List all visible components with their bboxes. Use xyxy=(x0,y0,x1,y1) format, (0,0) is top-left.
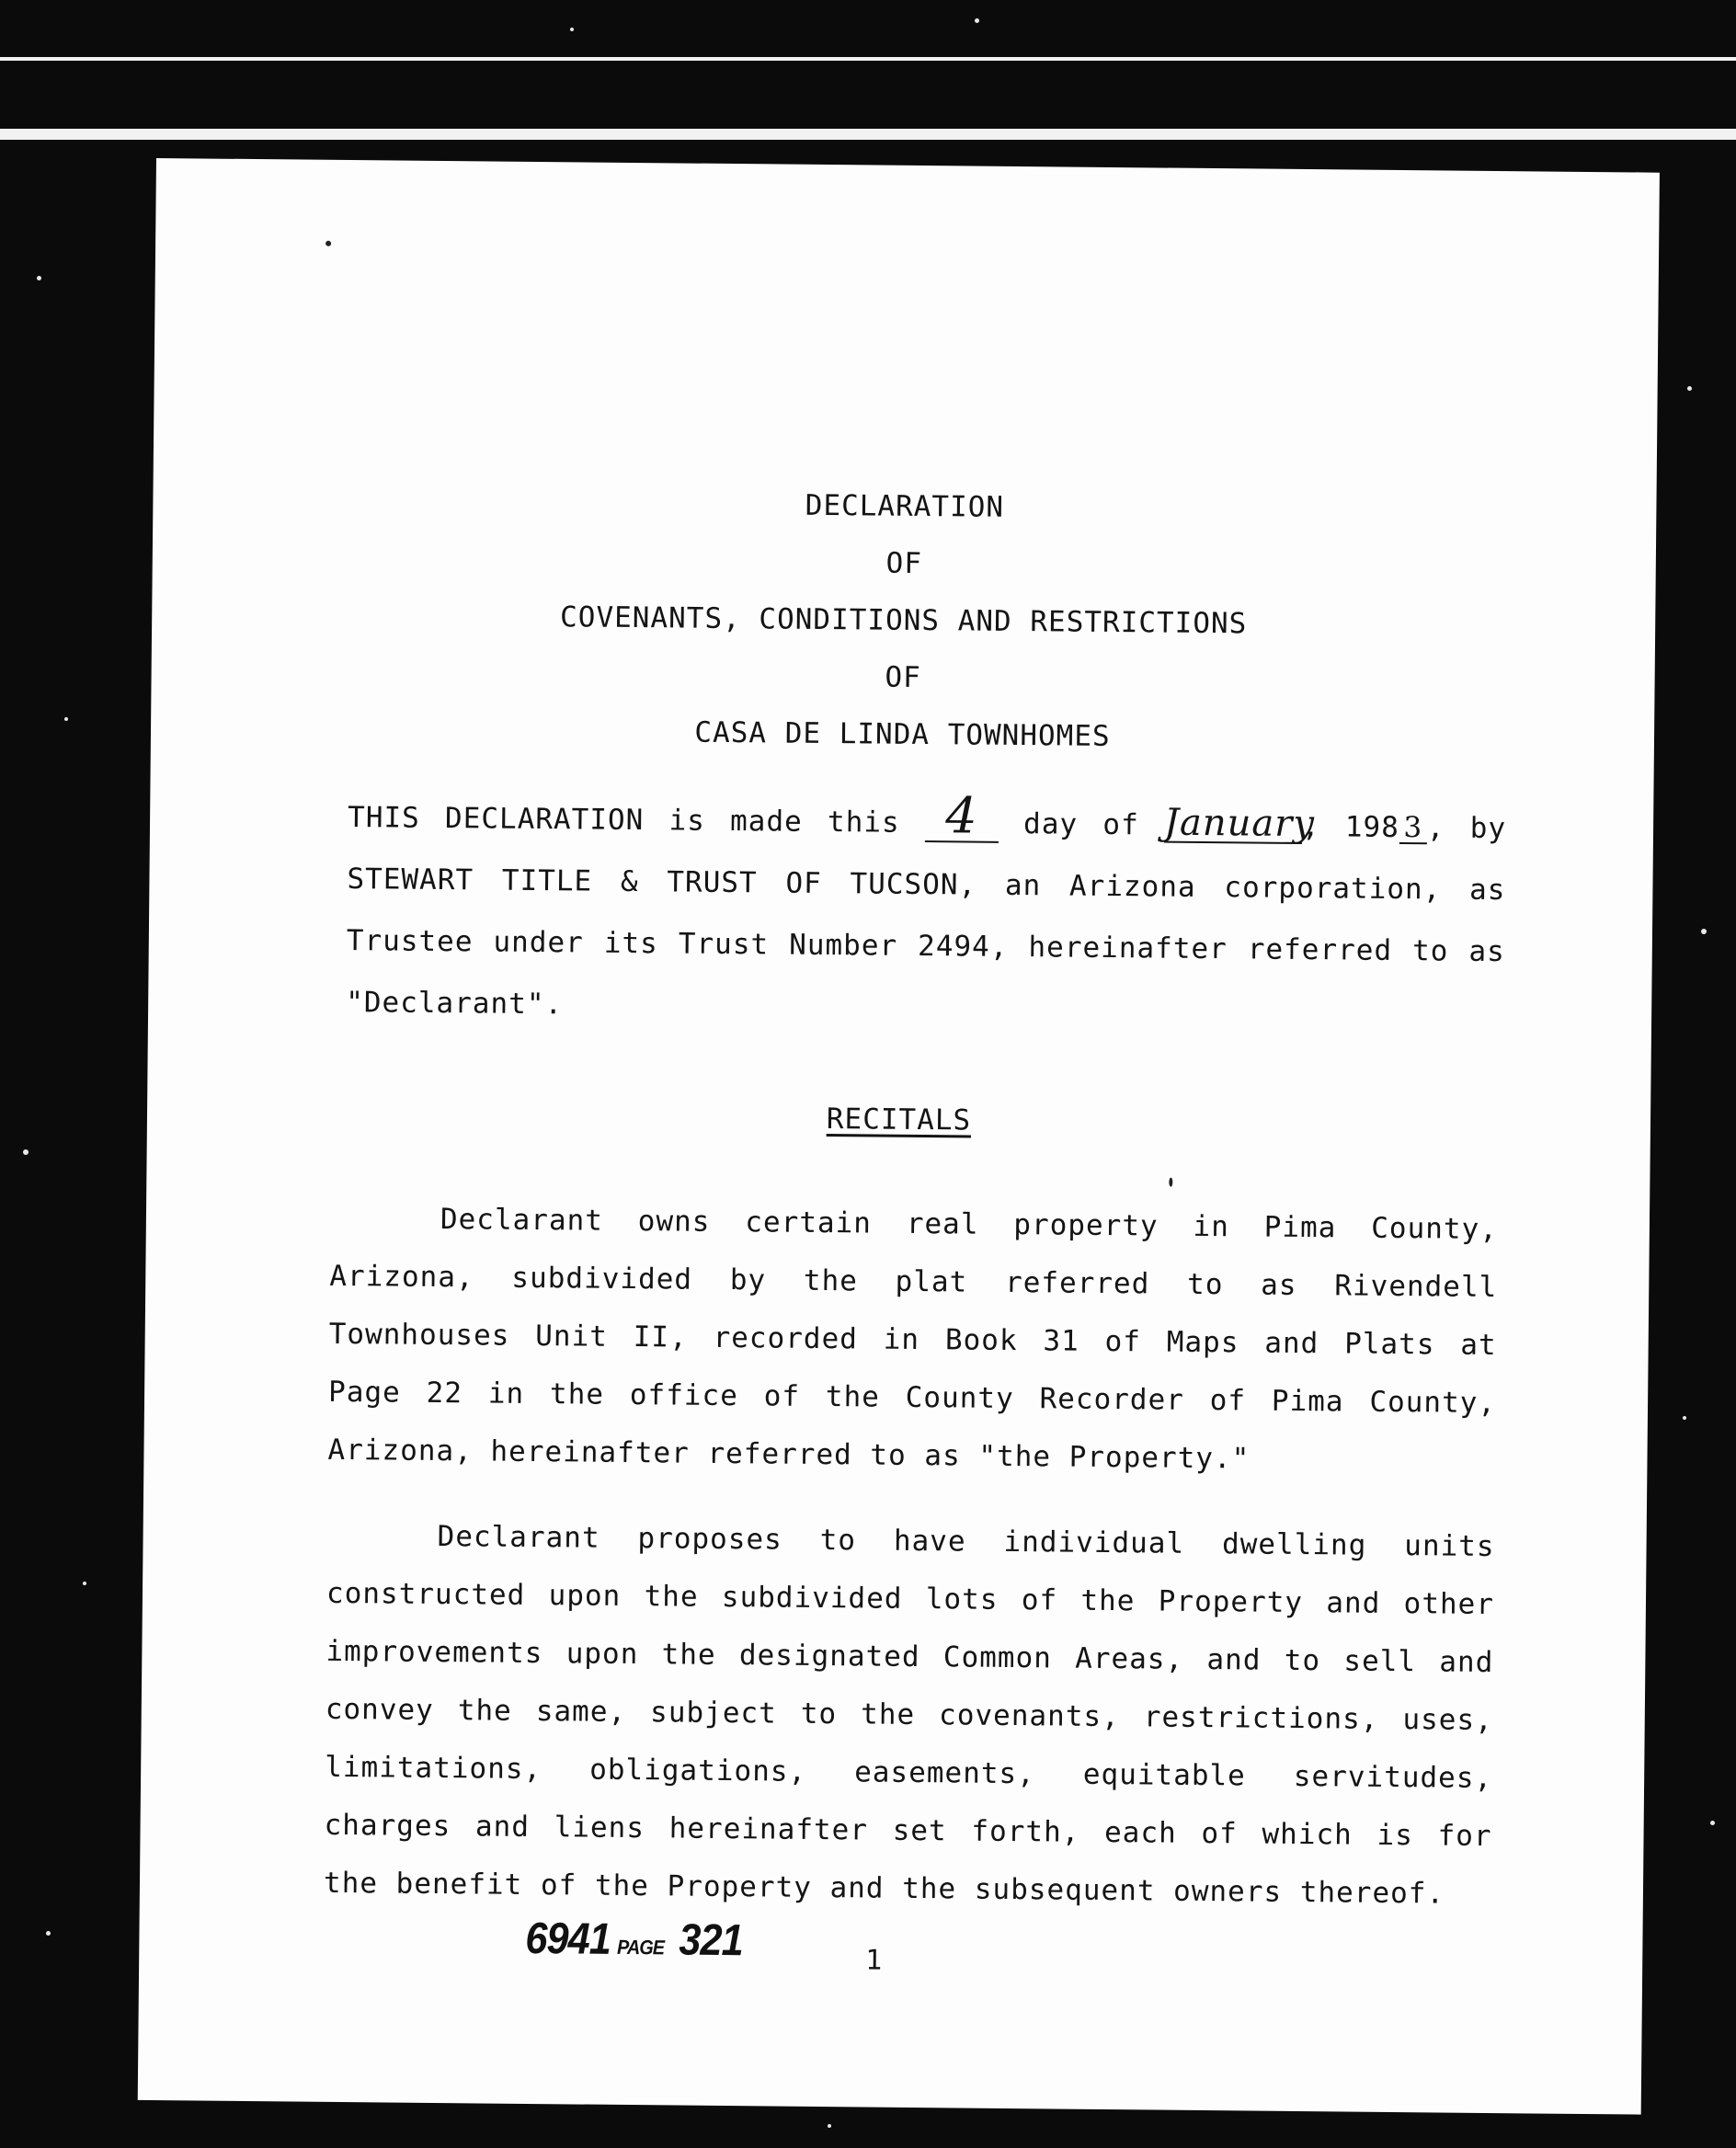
document-title xyxy=(151,471,1657,771)
book-page-stamp xyxy=(525,1914,743,1966)
intro-text: , 198 xyxy=(1301,809,1400,845)
handwritten-month: January xyxy=(1163,801,1316,846)
book-number: 6941 xyxy=(525,1914,611,1964)
stamp-page-number: 321 xyxy=(679,1915,744,1966)
title-line: DECLARATION xyxy=(805,488,1005,524)
document-paper xyxy=(138,158,1660,2115)
declaration-intro xyxy=(346,785,1507,1045)
title-line: OF xyxy=(885,660,921,695)
intro-text: , by STEWART TITLE & TRUST OF TUCSON, an Arizona corporation, as Trustee under its Trust Number 2494, hereinafter referred to as "Declarant". xyxy=(346,811,1507,1022)
scan-speck xyxy=(23,1149,29,1155)
scan-speck xyxy=(1687,386,1692,391)
scan-speck xyxy=(1710,1821,1715,1825)
recital-paragraph: Declarant owns certain real property in Pima County, Arizona, subdivided by the plat referred to as Rivendell Townhouses Unit II, recorded in Book 31 of Maps and Plats at Page 22 in the office of the County Recorder of Pima County, Arizona, hereinafter referred to as "the Property." xyxy=(327,1203,1499,1476)
paper-mark xyxy=(1169,1178,1172,1187)
scan-speck xyxy=(46,1931,51,1936)
scan-rule-top xyxy=(0,57,1736,61)
scan-speck xyxy=(64,717,68,721)
scan-speck xyxy=(570,28,574,31)
paper-mark xyxy=(326,241,331,246)
title-line: COVENANTS, CONDITIONS AND RESTRICTIONS xyxy=(559,600,1248,641)
handwritten-year: 3 xyxy=(1399,814,1427,844)
page-number: 1 xyxy=(865,1944,884,1977)
handwritten-day: 4 xyxy=(925,791,999,843)
scan-speck xyxy=(1701,929,1707,934)
scan-speck xyxy=(828,2124,831,2128)
title-line: CASA DE LINDA TOWNHOMES xyxy=(694,715,1111,753)
scan-rule-band xyxy=(0,129,1736,140)
scan-speck xyxy=(975,18,979,23)
title-line: OF xyxy=(885,546,923,581)
scan-speck xyxy=(83,1582,86,1585)
book-stamp-label: PAGE xyxy=(616,1935,665,1959)
recitals-heading-text: RECITALS xyxy=(826,1103,972,1137)
intro-text: THIS DECLARATION is made this xyxy=(347,801,900,840)
intro-text: day of xyxy=(1022,807,1139,842)
recital-paragraph: Declarant proposes to have individual dwelling units constructed upon the subdivided lots of the Property and other improvements upon the designated Common Areas, and to sell and convey the same, subject to the covenants, restrictions, uses, limitations, obligations, easements, equitable servitudes, charges and liens hereinafter set forth, each of which is for the benefit of the Property and the subsequent owners thereof. xyxy=(323,1520,1495,1911)
scan-speck xyxy=(37,276,41,280)
recitals-heading xyxy=(147,1096,1650,1144)
scan-speck xyxy=(1683,1416,1686,1420)
